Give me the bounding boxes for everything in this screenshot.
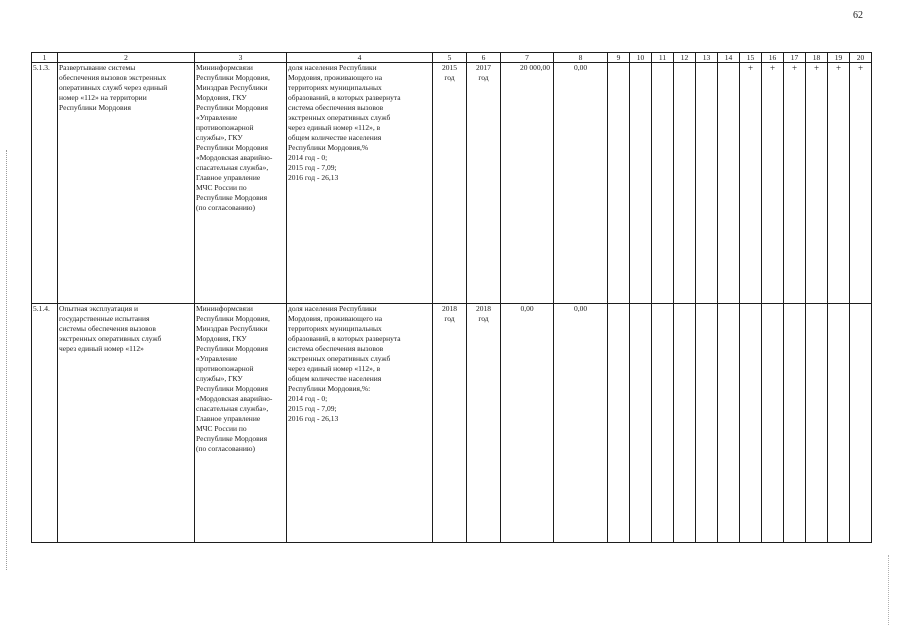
text-line: образований, в которых развернута — [288, 92, 401, 102]
column-number: 11 — [652, 53, 674, 63]
text-line: система обеспечения вызовов — [288, 102, 384, 112]
activity-name — [58, 304, 195, 543]
column-number: 20 — [850, 53, 872, 63]
period-mark — [806, 304, 828, 543]
column-number: 3 — [195, 53, 287, 63]
indicator-description — [287, 63, 433, 304]
text-line: Главное управление — [196, 413, 261, 423]
year-value: 2017 — [476, 63, 491, 72]
start-year — [433, 63, 467, 304]
text-line: 2015 год - 7,09; — [288, 403, 337, 413]
period-mark — [784, 304, 806, 543]
year-value: 2018 — [442, 304, 457, 313]
period-mark: + — [806, 63, 828, 304]
column-number: 6 — [467, 53, 501, 63]
year-unit: год — [444, 313, 455, 323]
text-line: «Мордовская аварийно- — [196, 393, 273, 403]
text-line: через единый номер «112» — [59, 343, 144, 353]
period-mark — [630, 304, 652, 543]
text-line: Республики Мордовия — [196, 142, 268, 152]
activity-name — [58, 63, 195, 304]
period-mark — [696, 304, 718, 543]
column-number: 10 — [630, 53, 652, 63]
page-number: 62 — [853, 10, 863, 21]
text-line: обеспечения вызовов экстренных — [59, 72, 167, 82]
text-line: образований, в которых развернута — [288, 333, 401, 343]
column-number: 18 — [806, 53, 828, 63]
table-row — [32, 304, 872, 543]
text-line: службы», ГКУ — [196, 373, 243, 383]
period-mark — [674, 63, 696, 304]
text-line: экстренных оперативных служб — [288, 353, 391, 363]
period-mark — [718, 63, 740, 304]
column-number: 2 — [58, 53, 195, 63]
text-line: спасательная служба», — [196, 403, 269, 413]
text-line: территориях муниципальных — [288, 82, 382, 92]
text-line: спасательная служба», — [196, 162, 269, 172]
program-activities-table — [31, 52, 872, 543]
text-line: системы обеспечения вызовов — [59, 323, 156, 333]
period-mark — [828, 304, 850, 543]
column-number-row — [32, 53, 872, 63]
text-line: Республики Мордовия, — [196, 313, 270, 323]
column-number: 19 — [828, 53, 850, 63]
year-unit: год — [444, 72, 455, 82]
row-number: 5.1.4. — [32, 304, 58, 543]
funding-amount: 20 000,00 — [501, 63, 554, 304]
text-line: Мордовия, проживающего на — [288, 72, 383, 82]
text-line: государственные испытания — [59, 313, 150, 323]
text-line: Мининформсвязи — [196, 304, 253, 313]
period-mark: + — [850, 63, 872, 304]
text-line: Мининформсвязи — [196, 63, 253, 72]
column-number: 9 — [608, 53, 630, 63]
text-line: номер «112» на территории — [59, 92, 147, 102]
column-number: 7 — [501, 53, 554, 63]
period-mark — [850, 304, 872, 543]
text-line: МЧС России по — [196, 182, 247, 192]
funding-amount: 0,00 — [554, 304, 608, 543]
text-line: противопожарной — [196, 122, 254, 132]
period-mark: + — [762, 63, 784, 304]
responsible-executors — [195, 63, 287, 304]
end-year — [467, 63, 501, 304]
text-line: экстренных оперативных служб — [288, 112, 391, 122]
scan-corner-marks — [888, 555, 897, 625]
period-mark: + — [740, 63, 762, 304]
column-number: 13 — [696, 53, 718, 63]
column-number: 4 — [287, 53, 433, 63]
text-line: экстренных оперативных служб — [59, 333, 162, 343]
text-line: общем количестве населения — [288, 373, 382, 383]
text-line: оперативных служб через единый — [59, 82, 168, 92]
period-mark — [652, 304, 674, 543]
text-line: территориях муниципальных — [288, 323, 382, 333]
period-mark — [718, 304, 740, 543]
text-line: 2016 год - 26,13 — [288, 413, 339, 423]
start-year — [433, 304, 467, 543]
column-number: 14 — [718, 53, 740, 63]
indicator-description — [287, 304, 433, 543]
period-mark: + — [784, 63, 806, 304]
period-mark — [762, 304, 784, 543]
text-line: МЧС России по — [196, 423, 247, 433]
text-line: Республики Мордовия — [196, 383, 268, 393]
text-line: «Управление — [196, 112, 238, 122]
text-line: Республике Мордовия — [196, 433, 268, 443]
period-mark — [674, 304, 696, 543]
period-mark — [740, 304, 762, 543]
text-line: Мордовия, ГКУ — [196, 92, 247, 102]
text-line: (по согласованию) — [196, 202, 255, 212]
year-unit: год — [478, 72, 489, 82]
text-line: Минздрав Республики — [196, 82, 268, 92]
period-mark: + — [828, 63, 850, 304]
text-line: Мордовия, проживающего на — [288, 313, 383, 323]
period-mark — [608, 63, 630, 304]
text-line: Республики Мордовия, — [196, 72, 270, 82]
year-value: 2015 — [442, 63, 457, 72]
text-line: 2014 год - 0; — [288, 152, 328, 162]
text-line: Республики Мордовия,% — [288, 142, 369, 152]
period-mark — [652, 63, 674, 304]
funding-amount: 0,00 — [501, 304, 554, 543]
text-line: Развертывание системы — [59, 63, 136, 72]
text-line: службы», ГКУ — [196, 132, 243, 142]
table-row — [32, 63, 872, 304]
funding-amount: 0,00 — [554, 63, 608, 304]
end-year — [467, 304, 501, 543]
text-line: Республики Мордовия — [196, 343, 268, 353]
year-value: 2018 — [476, 304, 491, 313]
column-number: 1 — [32, 53, 58, 63]
column-number: 5 — [433, 53, 467, 63]
text-line: 2015 год - 7,09; — [288, 162, 337, 172]
text-line: Республики Мордовия,%: — [288, 383, 371, 393]
column-number: 17 — [784, 53, 806, 63]
period-mark — [630, 63, 652, 304]
text-line: общем количестве населения — [288, 132, 382, 142]
column-number: 16 — [762, 53, 784, 63]
column-number: 12 — [674, 53, 696, 63]
year-unit: год — [478, 313, 489, 323]
text-line: Республике Мордовия — [196, 192, 268, 202]
responsible-executors — [195, 304, 287, 543]
text-line: доля населения Республики — [288, 63, 377, 72]
text-line: (по согласованию) — [196, 443, 255, 453]
scan-edge-marks — [6, 150, 8, 570]
column-number: 8 — [554, 53, 608, 63]
text-line: Мордовия, ГКУ — [196, 333, 247, 343]
text-line: через единый номер «112», в — [288, 122, 381, 132]
text-line: Республики Мордовия — [196, 102, 268, 112]
row-number: 5.1.3. — [32, 63, 58, 304]
text-line: Главное управление — [196, 172, 261, 182]
period-mark — [696, 63, 718, 304]
text-line: Республики Мордовия — [59, 102, 131, 112]
text-line: система обеспечения вызовов — [288, 343, 384, 353]
period-mark — [608, 304, 630, 543]
text-line: противопожарной — [196, 363, 254, 373]
text-line: Минздрав Республики — [196, 323, 268, 333]
text-line: «Мордовская аварийно- — [196, 152, 273, 162]
text-line: Опытная эксплуатация и — [59, 304, 139, 313]
text-line: 2014 год - 0; — [288, 393, 328, 403]
text-line: 2016 год - 26,13 — [288, 172, 339, 182]
text-line: доля населения Республики — [288, 304, 377, 313]
column-number: 15 — [740, 53, 762, 63]
text-line: «Управление — [196, 353, 238, 363]
text-line: через единый номер «112», в — [288, 363, 381, 373]
